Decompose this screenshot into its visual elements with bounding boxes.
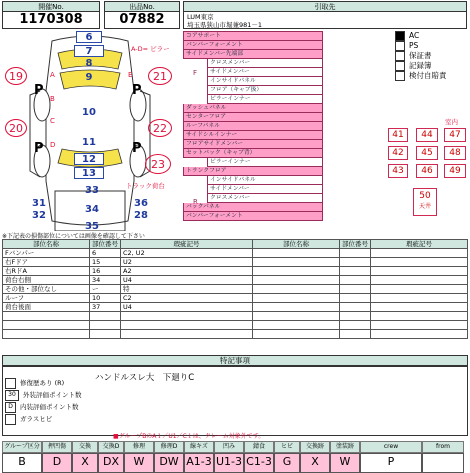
table-cell: ー	[90, 285, 121, 294]
panel-number-10[interactable]: 10	[82, 107, 96, 118]
table-cell	[340, 303, 371, 312]
panel-row[interactable]: サイドシルインナー	[183, 131, 323, 140]
table-cell	[371, 303, 468, 312]
interior-45[interactable]: 45	[416, 146, 438, 160]
table-row	[3, 276, 468, 285]
table-cell	[340, 267, 371, 276]
grade-header: 修理D	[154, 441, 184, 453]
grade-row	[2, 441, 468, 469]
legend-interior-text: 内装評価ポイント数	[20, 403, 79, 411]
grade-value: A1-3	[184, 453, 214, 473]
p-mark-right-front: P	[132, 83, 142, 98]
legend-repair-box	[5, 378, 16, 389]
p-mark-left-rear: P	[34, 141, 44, 156]
bed-number-28[interactable]: 28	[134, 210, 148, 221]
pillar-letter-d: D	[50, 141, 56, 149]
header-label-shuppin: 出品No.	[104, 1, 180, 12]
table-cell	[340, 321, 371, 330]
grade-value: D	[42, 453, 72, 473]
grade-header: グループ区分	[2, 441, 42, 453]
checkbox-record[interactable]	[395, 61, 405, 71]
table-cell: U4	[121, 276, 253, 285]
pickup-name: LUM東京	[187, 13, 214, 21]
grade-value: W	[330, 453, 360, 473]
panel-row[interactable]: インサイドパネル	[207, 77, 323, 86]
damage-table-header	[3, 240, 468, 249]
panel-number-8[interactable]: 8	[85, 58, 93, 69]
table-cell: Fバンパー	[3, 249, 90, 258]
table-cell	[253, 249, 340, 258]
bed-number-31[interactable]: 31	[32, 198, 46, 209]
table-cell	[253, 294, 340, 303]
panel-list	[183, 31, 319, 231]
panel-number-23[interactable]: 23	[145, 154, 171, 174]
table-cell	[371, 276, 468, 285]
table-row	[3, 303, 468, 312]
table-cell: 特	[121, 285, 253, 294]
interior-42[interactable]: 42	[388, 146, 408, 160]
table-cell	[90, 312, 121, 321]
panel-side-letter-f: F	[193, 69, 198, 77]
truck-bed	[32, 185, 148, 232]
legend-repair	[5, 377, 82, 389]
pickup-address: 埼玉県狭山市堀兼981－1	[187, 21, 263, 29]
table-cell	[340, 330, 371, 339]
pillar-letter-b: B	[50, 95, 55, 103]
table-cell	[371, 312, 468, 321]
table-cell	[253, 330, 340, 339]
table-cell: 34	[90, 276, 121, 285]
bed-number-36[interactable]: 36	[134, 198, 148, 209]
table-cell	[371, 330, 468, 339]
table-cell	[253, 267, 340, 276]
col-part-name: 部位名称	[3, 240, 90, 249]
table-cell: 荷台右側	[3, 276, 90, 285]
table-cell	[340, 285, 371, 294]
legend-exterior-text: 外装評価ポイント数	[23, 391, 82, 399]
table-cell: A2	[121, 267, 253, 276]
panel-row[interactable]: バンパーフォーメント	[183, 212, 323, 221]
col-part-number: 部位番号	[90, 240, 121, 249]
grade-header: ヒビ	[274, 441, 300, 453]
grade-header: 錆食	[244, 441, 274, 453]
table-cell: 37	[90, 303, 121, 312]
grade-value: C1-3	[244, 453, 274, 473]
panel-number-20[interactable]: 20	[5, 119, 27, 137]
interior-48[interactable]: 48	[444, 146, 466, 160]
table-cell	[340, 276, 371, 285]
grade-value: U1-3	[214, 453, 244, 473]
legend-exterior	[5, 389, 82, 401]
table-row	[3, 267, 468, 276]
pillar-note: A-D= ピラー	[131, 45, 170, 53]
panel-number-19[interactable]: 19	[5, 67, 27, 85]
legend-exterior-box: 30	[5, 390, 19, 401]
options-box	[395, 31, 467, 86]
pillar-letter-c: C	[50, 117, 55, 125]
kaisai-number: 1170308	[2, 11, 100, 29]
panel-number-11[interactable]: 11	[82, 137, 96, 148]
panel-row[interactable]: サイドメンバー	[207, 185, 323, 194]
checkbox-inspection[interactable]	[395, 71, 405, 81]
option-record[interactable]	[395, 61, 467, 71]
panel-side-letter-r: R	[193, 198, 198, 206]
table-cell	[253, 312, 340, 321]
grade-value	[422, 453, 464, 473]
header-label-pickup: 引取先	[183, 1, 467, 12]
panel-row[interactable]: バックパネル	[183, 203, 323, 212]
checkbox-warranty[interactable]	[395, 51, 405, 61]
option-record-label: 記録簿	[409, 61, 432, 70]
interior-43[interactable]: 43	[388, 164, 408, 178]
legend-glass-box	[5, 414, 16, 425]
option-warranty-label: 保証書	[409, 51, 432, 60]
table-cell	[371, 267, 468, 276]
table-cell	[371, 285, 468, 294]
table-cell: U2	[121, 258, 253, 267]
panel-number-13[interactable]: 13	[74, 167, 104, 179]
grade-header: 修理	[124, 441, 154, 453]
col-part-number-2: 部位番号	[340, 240, 371, 249]
col-defect-code-2: 瑕疵記号	[371, 240, 468, 249]
grade-header: from	[422, 441, 464, 453]
grade-header: 押凹傷	[42, 441, 72, 453]
panel-row[interactable]: ピラーインナー	[207, 158, 323, 167]
table-cell	[371, 249, 468, 258]
shuppin-number: 07882	[104, 11, 180, 29]
grade-header: 交換跡	[300, 441, 330, 453]
table-cell: 6	[90, 249, 121, 258]
p-mark-right-rear: P	[132, 141, 142, 156]
table-row	[3, 258, 468, 267]
option-ac[interactable]	[395, 31, 467, 41]
trunk-label: トラック荷台	[126, 182, 165, 190]
table-cell	[253, 258, 340, 267]
table-cell: 右RドA	[3, 267, 90, 276]
damage-table	[2, 239, 468, 339]
option-inspection[interactable]	[395, 71, 467, 81]
interior-title: 室内	[445, 118, 458, 126]
grade-header: 凹み	[214, 441, 244, 453]
table-cell	[121, 330, 253, 339]
table-cell	[340, 258, 371, 267]
panel-number-22[interactable]: 22	[148, 119, 172, 137]
table-cell	[121, 321, 253, 330]
table-cell	[121, 312, 253, 321]
grade-value: B	[2, 453, 42, 473]
table-cell: 10	[90, 294, 121, 303]
panel-row[interactable]: フロアサイドメンバー	[183, 140, 323, 149]
table-cell: 荷台後面	[3, 303, 90, 312]
table-row	[3, 312, 468, 321]
interior-50-number: 50	[419, 191, 431, 201]
panel-row[interactable]: クロスメンバー	[207, 194, 323, 203]
interior-grid	[388, 128, 468, 178]
grade-value: G	[274, 453, 300, 473]
grade-header: crew	[360, 441, 422, 453]
table-cell	[371, 258, 468, 267]
interior-50[interactable]	[413, 188, 437, 216]
grade-value: DX	[98, 453, 124, 473]
table-cell	[253, 285, 340, 294]
grade-header: 交換	[72, 441, 98, 453]
table-cell: 16	[90, 267, 121, 276]
panel-row[interactable]: ピラーインナー	[207, 95, 323, 104]
panel-number-6[interactable]: 6	[76, 31, 102, 43]
table-cell: C2	[121, 294, 253, 303]
special-notes-text: ハンドルスレ大 下廻りC	[95, 373, 195, 383]
table-cell: その他・部位なし	[3, 285, 90, 294]
panel-row[interactable]: バンパーフォーメント	[183, 41, 323, 50]
panel-number-9[interactable]: 9	[85, 72, 93, 83]
table-cell	[371, 321, 468, 330]
panel-row[interactable]: サイドメンバー	[207, 68, 323, 77]
interior-46[interactable]: 46	[416, 164, 438, 178]
bed-number-34[interactable]: 34	[85, 204, 99, 215]
grade-header: 線キズ	[184, 441, 214, 453]
panel-row[interactable]: トランクフロア	[183, 167, 323, 176]
option-warranty[interactable]	[395, 51, 467, 61]
panel-row[interactable]: ルーフパネル	[183, 122, 323, 131]
table-cell	[3, 330, 90, 339]
bed-number-33[interactable]: 33	[85, 185, 99, 196]
panel-number-7[interactable]: 7	[74, 45, 104, 57]
table-cell: U4	[121, 303, 253, 312]
option-inspection-label: 検付自賠責	[409, 71, 447, 80]
table-cell: 右Fドア	[3, 258, 90, 267]
option-ps-label: PS	[409, 41, 419, 50]
grade-value: P	[360, 453, 422, 473]
table-cell	[371, 294, 468, 303]
bed-number-35[interactable]: 35	[85, 221, 99, 232]
panel-row[interactable]: セットバック（キャブ背）	[183, 149, 323, 158]
interior-44[interactable]: 44	[416, 128, 438, 142]
grade-value: X	[72, 453, 98, 473]
legend-glass	[5, 413, 82, 425]
grade-value: DW	[154, 453, 184, 473]
panel-row[interactable]: クロスメンバー	[207, 59, 323, 68]
option-ps[interactable]	[395, 41, 467, 51]
table-cell: ルーフ	[3, 294, 90, 303]
panel-row[interactable]: サイドメンバー先端部	[183, 50, 323, 59]
header-label-kaisai: 開催No.	[2, 1, 100, 12]
special-notes-title: 特記事項	[2, 355, 468, 366]
interior-47[interactable]: 47	[444, 128, 466, 142]
panel-row[interactable]: フロア（キャブ扱）	[207, 86, 323, 95]
interior-41[interactable]: 41	[388, 128, 408, 142]
grade-value: X	[300, 453, 330, 473]
legend-interior	[5, 401, 82, 413]
legend-interior-box: D	[5, 402, 16, 413]
panel-row[interactable]: コアサポート	[183, 31, 323, 41]
table-cell	[253, 276, 340, 285]
damage-note: ※下記表の損傷部位については画像を確認して下さい	[2, 233, 145, 240]
table-row	[3, 294, 468, 303]
pickup-address-box	[183, 11, 467, 29]
legend	[5, 377, 82, 425]
table-cell	[3, 321, 90, 330]
grade-value: W	[124, 453, 154, 473]
legend-repair-text: 修復歴あり (R)	[20, 379, 65, 387]
grade-header: 塗装跡	[330, 441, 360, 453]
table-cell: 15	[90, 258, 121, 267]
table-cell	[340, 294, 371, 303]
grade-header: 交換D	[98, 441, 124, 453]
interior-49[interactable]: 49	[444, 164, 466, 178]
special-notes-box	[2, 366, 468, 440]
table-cell	[340, 312, 371, 321]
table-row	[3, 330, 468, 339]
table-cell	[3, 312, 90, 321]
panel-row[interactable]: センターフロア	[183, 113, 323, 122]
claim-warning: ■グループBのA１／U1／C１は、クレーム対象外です。	[113, 433, 265, 440]
option-ac-label: AC	[409, 31, 420, 40]
panel-number-21[interactable]: 21	[148, 67, 172, 85]
pillar-letter-e: E	[128, 71, 133, 79]
bed-number-32[interactable]: 32	[32, 210, 46, 221]
checkbox-ac[interactable]	[395, 31, 405, 41]
table-cell	[253, 321, 340, 330]
table-row	[3, 249, 468, 258]
table-cell	[90, 330, 121, 339]
checkbox-ps[interactable]	[395, 41, 405, 51]
table-cell: C2, U2	[121, 249, 253, 258]
interior-50-sub: 天井	[418, 203, 431, 210]
panel-number-12[interactable]: 12	[74, 153, 104, 165]
table-row	[3, 285, 468, 294]
panel-row[interactable]: インサイドパネル	[207, 176, 323, 185]
table-cell	[253, 303, 340, 312]
col-part-name-2: 部位名称	[253, 240, 340, 249]
panel-row[interactable]: ダッシュパネル	[183, 104, 323, 113]
table-cell	[340, 249, 371, 258]
table-cell	[90, 321, 121, 330]
table-row	[3, 321, 468, 330]
legend-glass-text: ガラスヒビ	[20, 415, 53, 423]
col-defect-code: 瑕疵記号	[121, 240, 253, 249]
p-mark-left-front: P	[34, 83, 44, 98]
pillar-letter-a: A	[50, 71, 55, 79]
